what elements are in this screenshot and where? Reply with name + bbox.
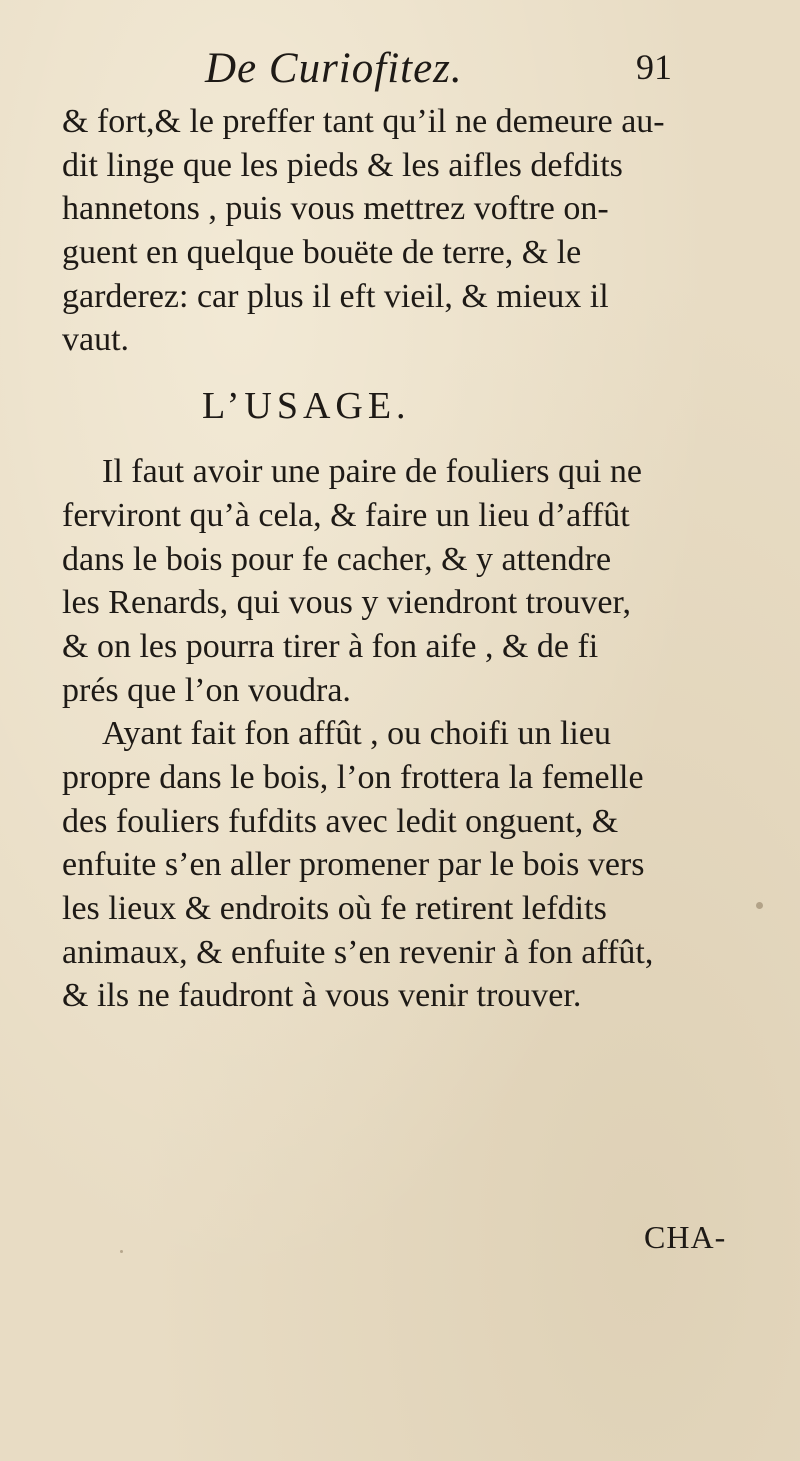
text-line: propre dans le bois, l’on frottera la femelle [62,758,644,796]
text-line: dit linge que les pieds & les aifles defdits [62,146,623,184]
text-line: hannetons , puis vous mettrez voftre on- [62,190,609,228]
paper-speck [452,1003,456,1007]
text-line: Ayant fait fon affût , ou choifi un lieu [102,715,611,753]
text-line: les Renards, qui vous y viendront trouver, [62,584,631,622]
text-line: les lieux & endroits où fe retirent lefdits [62,890,607,927]
text-line: vaut. [62,321,130,359]
text-line: & fort,& le preffer tant qu’il ne demeure au- [62,103,665,140]
text-line: prés que l’on voudra. [62,671,351,709]
section-heading: L’USAGE. [202,385,411,428]
paper-speck [756,902,763,909]
text-line: animaux, & enfuite s’en revenir à fon affût, [62,933,654,971]
paper-speck [120,1250,123,1253]
running-title: De Curiofitez. [205,45,463,92]
text-line: Il faut avoir une paire de fouliers qui ne [102,453,643,491]
paragraph-1 [62,100,762,362]
page-header [0,44,800,104]
body-text [62,100,762,1018]
text-line: ferviront qu’à cela, & faire un lieu d’affût [62,496,630,534]
text-line: & ils ne faudront à vous venir trouver. [62,977,582,1015]
paragraph-3 [62,712,762,1018]
text-line: guent en quelque bouëte de terre, & le [62,234,582,272]
text-line: dans le bois pour fe cacher, & y attendre [62,540,612,578]
text-line: & on les pourra tirer à fon aife , & de fi [62,627,599,665]
text-line: enfuite s’en aller promener par le bois vers [62,846,645,884]
text-line: garderez: car plus il eft vieil, & mieux il [62,277,609,315]
catchword: CHA- [644,1219,727,1255]
paragraph-2 [62,450,762,712]
text-line: des fouliers fufdits avec ledit onguent, & [62,802,619,840]
page-number: 91 [636,47,672,87]
